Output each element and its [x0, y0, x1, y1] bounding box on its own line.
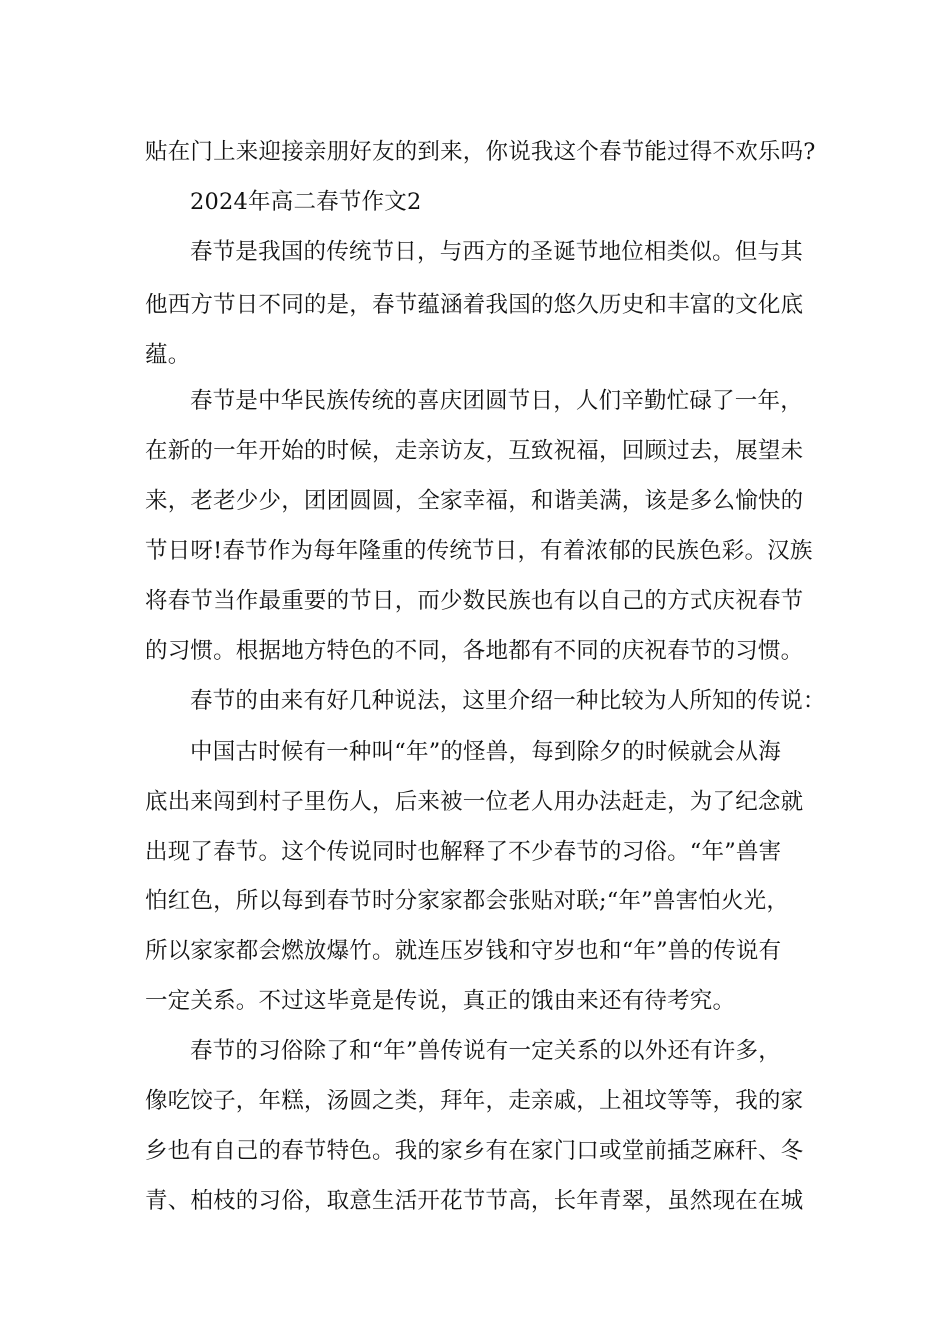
text-line: 节日呀!春节作为每年隆重的传统节日，有着浓郁的民族色彩。汉族	[145, 538, 813, 564]
text-line: 贴在门上来迎接亲朋好友的到来，你说我这个春节能过得不欢乐吗?	[145, 139, 816, 165]
text-line: 底出来闯到村子里伤人，后来被一位老人用办法赶走，为了纪念就	[145, 789, 804, 815]
text-line: 来，老老少少，团团圆圆，全家幸福，和谐美满，该是多么愉快的	[145, 488, 804, 514]
text-line: 所以家家都会燃放爆竹。就连压岁钱和守岁也和“年”兽的传说有	[145, 938, 782, 964]
text-line: 春节是中华民族传统的喜庆团圆节日，人们辛勤忙碌了一年，	[190, 388, 803, 414]
text-line: 春节是我国的传统节日，与西方的圣诞节地位相类似。但与其	[190, 239, 803, 265]
text-line: 将春节当作最重要的节日，而少数民族也有以自己的方式庆祝春节	[145, 588, 804, 614]
text-line: 蕴。	[145, 342, 191, 368]
text-line: 春节的习俗除了和“年”兽传说有一定关系的以外还有许多，	[190, 1038, 781, 1064]
text-line: 一定关系。不过这毕竟是传说，真正的饿由来还有待考究。	[145, 988, 736, 1014]
text-line: 出现了春节。这个传说同时也解释了不少春节的习俗。“年”兽害	[145, 839, 782, 865]
text-line: 青、柏枝的习俗，取意生活开花节节高，长年青翠，虽然现在在城	[145, 1188, 804, 1214]
text-line: 中国古时候有一种叫“年”的怪兽，每到除夕的时候就会从海	[190, 739, 781, 765]
text-line: 的习惯。根据地方特色的不同，各地都有不同的庆祝春节的习惯。	[145, 638, 804, 664]
text-line: 在新的一年开始的时候，走亲访友，互致祝福，回顾过去，展望未	[145, 438, 804, 464]
text-line: 乡也有自己的春节特色。我的家乡有在家门口或堂前插芝麻秆、冬	[145, 1138, 804, 1164]
section-heading: 2024年高二春节作文2	[190, 189, 422, 215]
text-line: 他西方节日不同的是，春节蕴涵着我国的悠久历史和丰富的文化底	[145, 292, 804, 318]
text-line: 春节的由来有好几种说法，这里介绍一种比较为人所知的传说：	[190, 688, 826, 714]
text-line: 像吃饺子，年糕，汤圆之类，拜年，走亲戚，上祖坟等等，我的家	[145, 1088, 804, 1114]
text-line: 怕红色，所以每到春节时分家家都会张贴对联;“年”兽害怕火光，	[145, 888, 790, 914]
